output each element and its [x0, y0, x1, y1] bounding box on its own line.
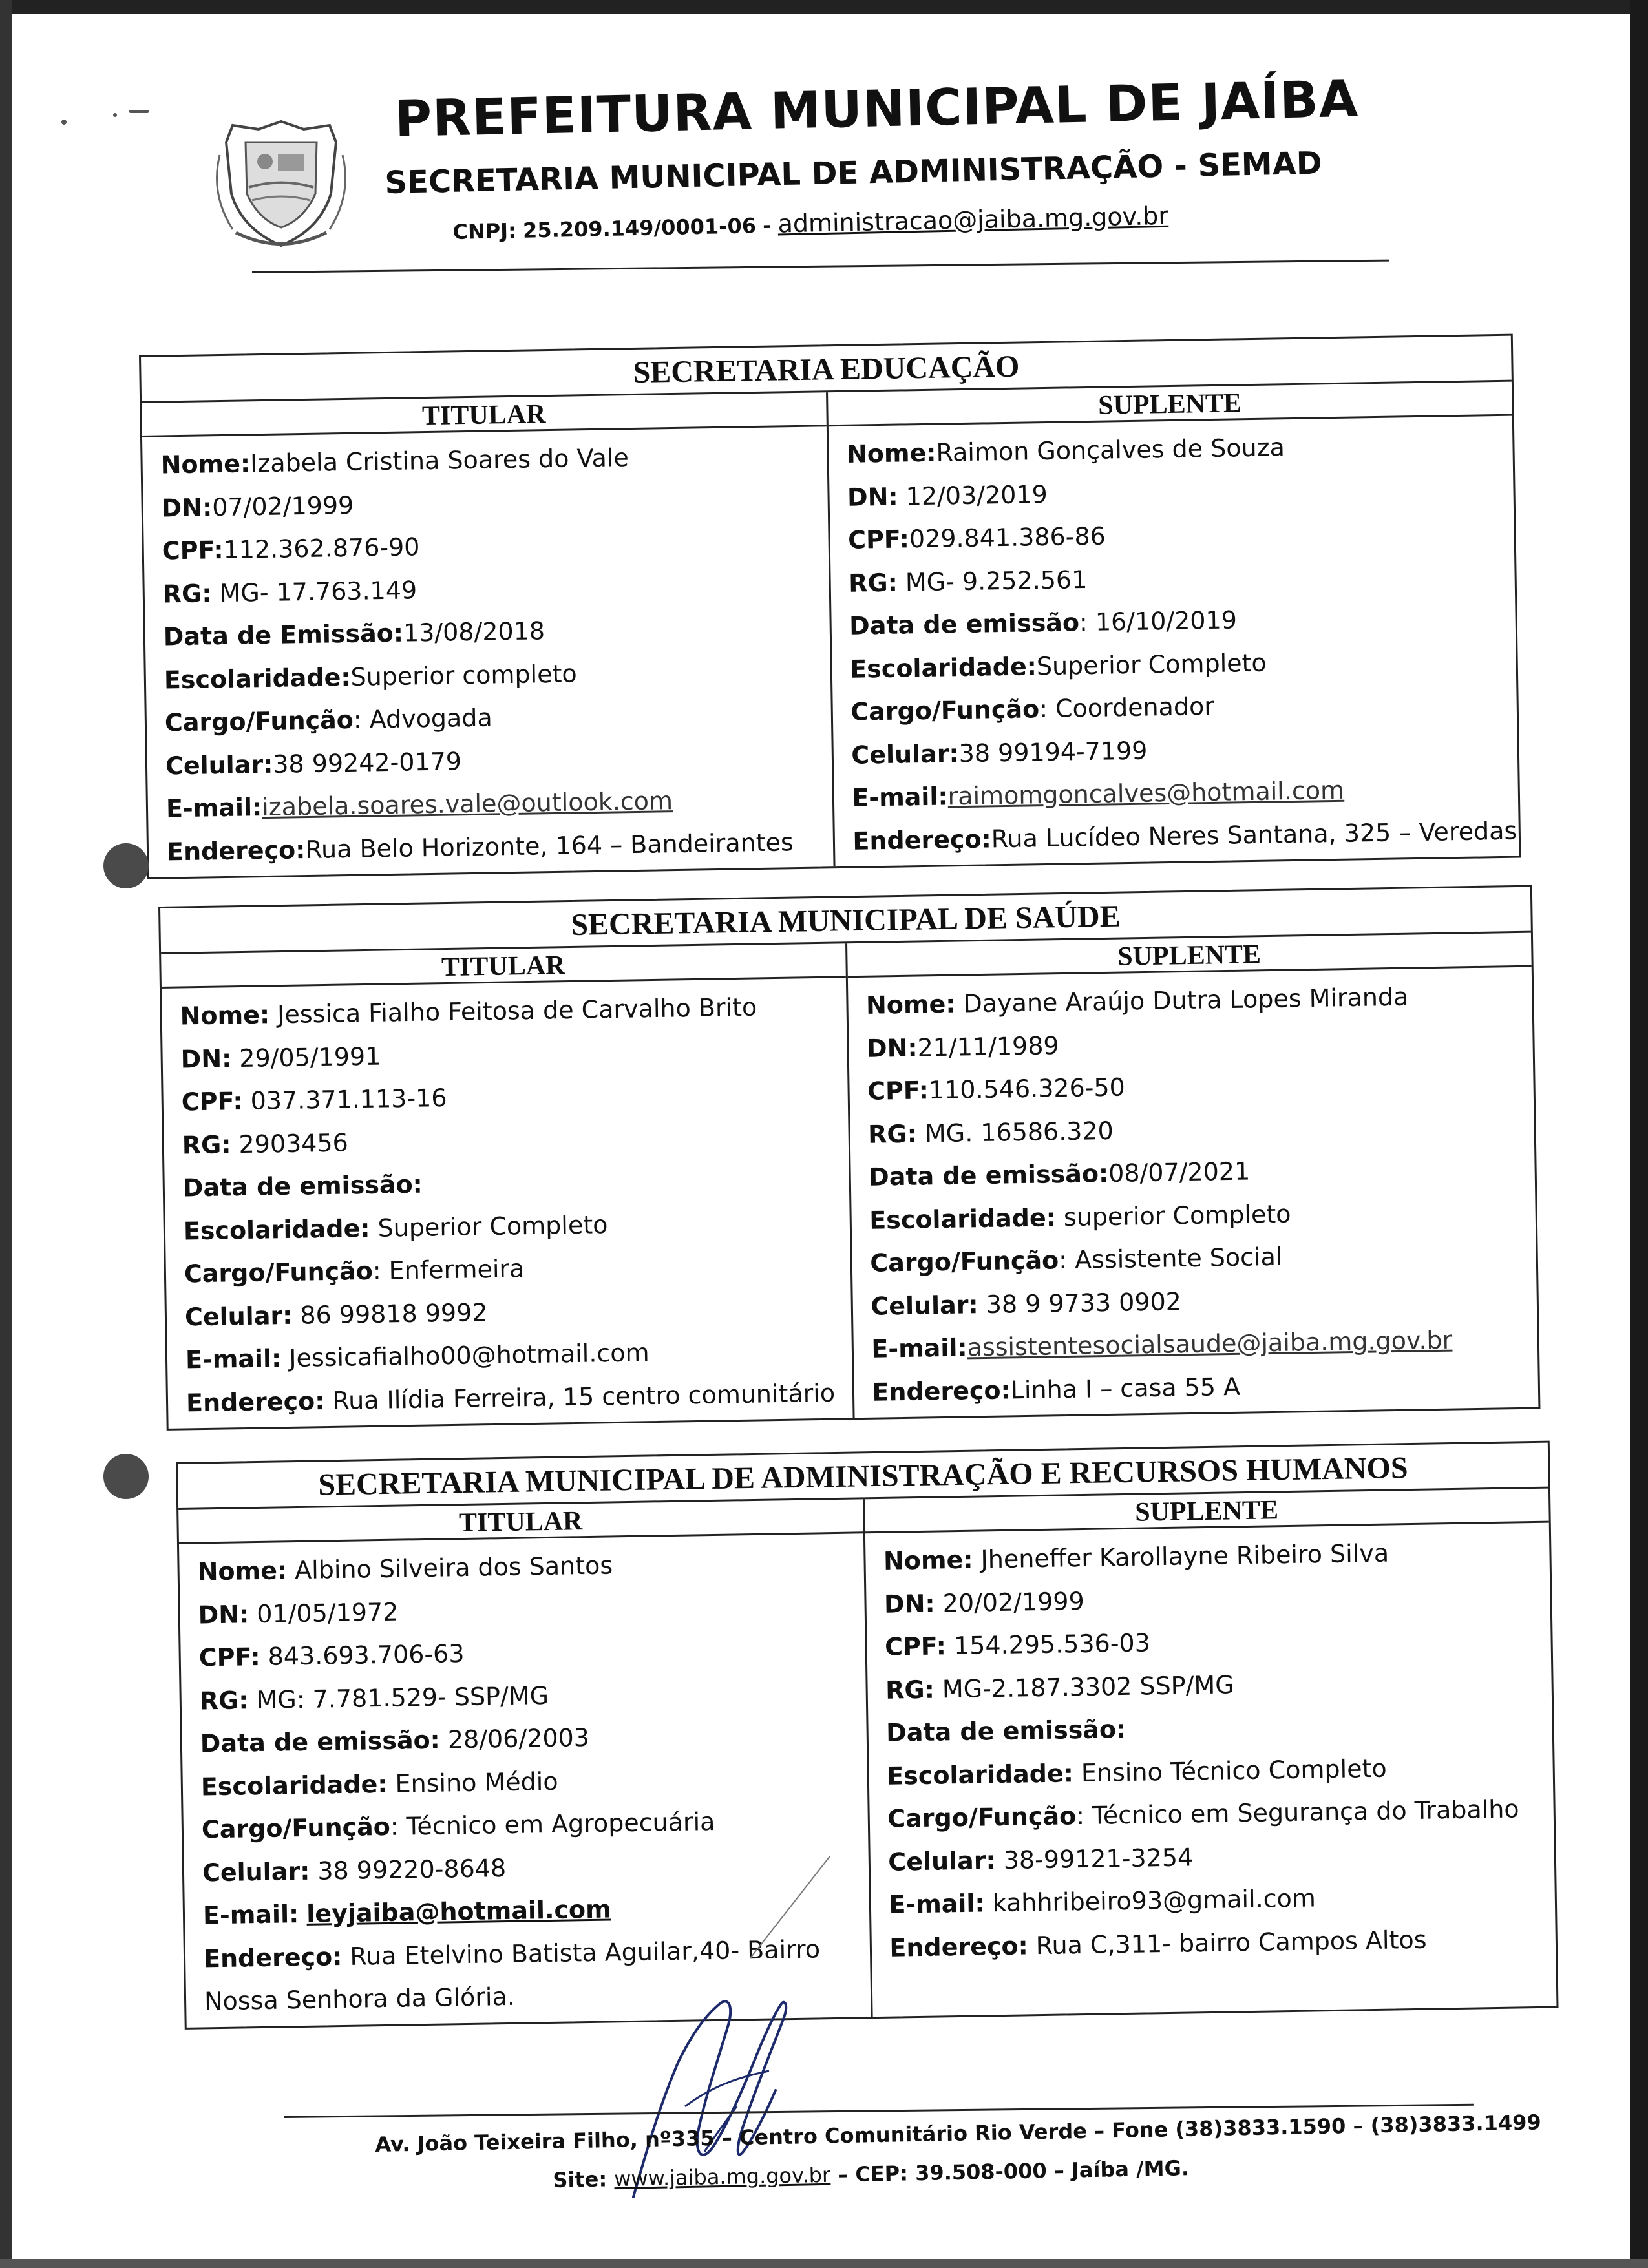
- field-label: Endereço:: [185, 1386, 325, 1417]
- field-label: Escolaridade:: [869, 1202, 1057, 1235]
- field-label: E-mail:: [185, 1344, 282, 1374]
- cnpj-line: [452, 202, 1168, 245]
- field-label: RG:: [162, 578, 212, 608]
- field-value: 28/06/2003: [439, 1723, 590, 1754]
- field-label: Data de emissão:: [200, 1725, 441, 1758]
- field-label: Cargo/Função: [184, 1256, 374, 1288]
- suplente-heading: SUPLENTE: [828, 382, 1512, 427]
- field-label: Nome:: [160, 449, 251, 479]
- field-label: DN:: [161, 492, 213, 522]
- titular-heading: TITULAR: [161, 943, 845, 989]
- field-label: DN:: [866, 1033, 918, 1063]
- suplente-column: [863, 1489, 1557, 2017]
- field-label: CPF:: [181, 1086, 243, 1117]
- field-label: Endereço:: [166, 835, 306, 866]
- field-label: Cargo/Função: [850, 695, 1040, 726]
- field-label: CPF:: [162, 535, 224, 565]
- field-value: : 16/10/2019: [1079, 605, 1238, 637]
- field-label: Escolaridade:: [183, 1213, 370, 1245]
- footer-address: Av. João Teixeira Filho, nº335 – Centro Comunitário Rio Verde – Fone (38)3833.1590 – (38)3833.1499: [375, 2110, 1542, 2157]
- field-label: Endereço:: [889, 1931, 1029, 1962]
- field-value: : Coordenador: [1039, 691, 1215, 724]
- field-label: RG:: [199, 1685, 249, 1715]
- field-value: 29/05/1991: [231, 1042, 381, 1073]
- field-label: Cargo/Função: [201, 1812, 391, 1844]
- punch-hole: [103, 843, 149, 888]
- field-value: Raimon Gonçalves de Souza: [936, 433, 1285, 467]
- field-label: Celular:: [202, 1856, 310, 1887]
- scan-speck: [113, 113, 117, 117]
- cnpj-label: CNPJ:: [452, 218, 517, 244]
- email-link[interactable]: kahhribeiro93@gmail.com: [984, 1884, 1316, 1918]
- field-label: Escolaridade:: [849, 651, 1037, 684]
- field-value: Rua Ilídia Ferreira, 15 centro comunitário: [324, 1378, 836, 1415]
- suplente-heading: SUPLENTE: [865, 1489, 1549, 1534]
- field-value: 12/03/2019: [898, 479, 1048, 511]
- field-value: 21/11/1989: [917, 1031, 1059, 1062]
- field-value: : Técnico em Agropecuária: [390, 1807, 715, 1841]
- field-label: RG:: [848, 568, 898, 598]
- cnpj-separator: -: [762, 213, 772, 238]
- suplente-column: [845, 933, 1539, 1418]
- field-label: Cargo/Função: [869, 1246, 1059, 1277]
- section-educacao: [139, 334, 1521, 879]
- field-value: Dayane Araújo Dutra Lopes Miranda: [955, 982, 1409, 1018]
- field-label: DN:: [847, 482, 898, 512]
- field-value: Izabela Cristina Soares do Vale: [249, 443, 629, 478]
- field-value: MG: 7.781.529- SSP/MG: [248, 1681, 549, 1714]
- field-label: E-mail:: [889, 1889, 985, 1919]
- field-value: 13/08/2018: [403, 616, 545, 647]
- field-value: 112.362.876-90: [223, 532, 420, 564]
- field-value: 08/07/2021: [1108, 1157, 1251, 1188]
- email-link[interactable]: assistentesocialsaude@jaiba.mg.gov.br: [967, 1325, 1453, 1362]
- field-label: DN:: [883, 1589, 935, 1619]
- field-label: Celular:: [165, 750, 273, 780]
- field-value: 2903456: [231, 1128, 349, 1159]
- field-label: Celular:: [888, 1845, 997, 1876]
- field-value: 07/02/1999: [211, 490, 354, 521]
- suplente-heading: SUPLENTE: [847, 933, 1532, 978]
- email-link[interactable]: leyjaiba@hotmail.com: [306, 1895, 611, 1928]
- field-value: : Técnico em Segurança do Trabalho: [1075, 1794, 1519, 1831]
- field-value: Ensino Médio: [387, 1767, 558, 1798]
- email-link[interactable]: Jessicafialho00@hotmail.com: [280, 1338, 650, 1373]
- field-value: 029.841.386-86: [909, 521, 1106, 554]
- titular-heading: TITULAR: [178, 1499, 863, 1544]
- field-value: Jessica Fialho Feitosa de Carvalho Brito: [269, 992, 757, 1029]
- field-label: Nome:: [846, 438, 936, 468]
- scan-speck: [129, 110, 149, 113]
- field-value: Jheneffer Karollayne Ribeiro Silva: [973, 1538, 1389, 1574]
- field-label: Nome:: [883, 1545, 973, 1575]
- field-label: Nome:: [197, 1556, 288, 1586]
- field-label: Data de emissão:: [885, 1714, 1126, 1747]
- section-title: SECRETARIA MUNICIPAL DE ADMINISTRAÇÃO E RECURSOS HUMANOS: [178, 1443, 1548, 1510]
- field-value: superior Completo: [1055, 1199, 1291, 1232]
- field-value: 037.371.113-16: [242, 1084, 447, 1115]
- field-value: : Advogada: [353, 703, 493, 734]
- field-value: 843.693.706-63: [260, 1639, 465, 1671]
- field-endereco-continuation: Nossa Senhora da Glória.: [204, 1982, 516, 2016]
- suplente-column: [826, 382, 1519, 867]
- field-label: Data de emissão:: [868, 1159, 1109, 1192]
- field-value: MG- 9.252.561: [897, 565, 1088, 597]
- document-subtitle: SECRETARIA MUNICIPAL DE ADMINISTRAÇÃO - SEMAD: [385, 145, 1323, 201]
- field-value: : Enfermeira: [372, 1254, 525, 1285]
- footer-cep: – CEP: 39.508-000 – Jaíba /MG.: [830, 2156, 1190, 2187]
- field-label: Escolaridade:: [886, 1758, 1074, 1790]
- field-label: RG:: [867, 1119, 918, 1149]
- field-label: E-mail:: [202, 1900, 299, 1930]
- field-label: CPF:: [847, 525, 910, 554]
- punch-hole: [103, 1454, 149, 1499]
- scan-border-left: [0, 0, 12, 2268]
- field-label: Endereço:: [852, 824, 992, 856]
- section-title: SECRETARIA MUNICIPAL DE SAÚDE: [160, 887, 1531, 954]
- field-label: Cargo/Função: [887, 1801, 1077, 1833]
- field-label: RG:: [885, 1675, 935, 1705]
- titular-heading: TITULAR: [142, 392, 826, 437]
- field-value: 154.295.536-03: [945, 1628, 1151, 1661]
- field-value: 38 99194-7199: [958, 736, 1148, 768]
- field-label: DN:: [198, 1599, 249, 1629]
- field-label: Endereço:: [872, 1375, 1011, 1407]
- field-value: Superior Completo: [1036, 648, 1267, 680]
- footer-site-label: Site:: [553, 2167, 607, 2192]
- scan-border-bottom: [0, 2259, 1648, 2268]
- field-value: MG- 17.763.149: [211, 575, 417, 607]
- field-value: Rua C,311- bairro Campos Altos: [1028, 1925, 1427, 1960]
- section-title: SECRETARIA EDUCAÇÃO: [141, 336, 1512, 403]
- field-label: Nome:: [180, 1000, 270, 1031]
- field-label: Escolaridade:: [200, 1769, 388, 1801]
- field-value: 20/02/1999: [935, 1586, 1085, 1618]
- field-value: 38 99242-0179: [272, 746, 462, 779]
- field-value: Superior Completo: [370, 1210, 608, 1243]
- email-link[interactable]: izabela.soares.vale@outlook.com: [261, 786, 673, 822]
- field-label: Cargo/Função: [164, 705, 354, 737]
- field-value: Superior completo: [350, 658, 578, 691]
- field-label: Celular:: [184, 1301, 293, 1331]
- email-link[interactable]: raimomgoncalves@hotmail.com: [947, 775, 1345, 811]
- field-value: 38-99121-3254: [995, 1842, 1194, 1874]
- scan-border-top: [0, 0, 1648, 14]
- field-label: Data de Emissão:: [163, 618, 404, 651]
- field-value: MG. 16586.320: [916, 1116, 1114, 1148]
- field-value: Rua Belo Horizonte, 164 – Bandeirantes: [305, 827, 794, 864]
- field-label: E-mail:: [871, 1333, 967, 1363]
- field-label: CPF:: [198, 1642, 260, 1672]
- municipal-coat-of-arms-icon: [207, 116, 355, 252]
- header-email-link[interactable]: administracao@jaiba.mg.gov.br: [777, 201, 1169, 238]
- section-saude: [158, 885, 1540, 1431]
- field-value: 01/05/1972: [248, 1597, 399, 1628]
- titular-column: [161, 943, 852, 1429]
- field-label: RG:: [182, 1129, 231, 1159]
- document-title: PREFEITURA MUNICIPAL DE JAÍBA: [394, 70, 1359, 149]
- field-value: 110.546.326-50: [928, 1073, 1126, 1105]
- scan-border-right: [1630, 0, 1648, 2268]
- field-label: Celular:: [851, 739, 960, 770]
- titular-column: [142, 392, 833, 877]
- field-value: 86 99818 9992: [291, 1297, 488, 1330]
- field-value: Rua Lucídeo Neres Santana, 325 – Veredas: [991, 816, 1517, 853]
- field-value: Ensino Técnico Completo: [1073, 1754, 1388, 1787]
- field-label: CPF:: [867, 1076, 929, 1106]
- field-label: Celular:: [871, 1290, 979, 1321]
- field-value: 38 9 9733 0902: [978, 1286, 1182, 1319]
- field-value: Rua Etelvino Batista Aguilar,40- Bairro: [342, 1934, 821, 1971]
- footer-site-link[interactable]: www.jaiba.mg.gov.br: [613, 2162, 831, 2192]
- field-value: : Assistente Social: [1058, 1242, 1283, 1275]
- field-label: E-mail:: [852, 782, 948, 812]
- scan-speck: [61, 120, 67, 125]
- field-value: MG-2.187.3302 SSP/MG: [934, 1670, 1234, 1704]
- field-label: E-mail:: [165, 793, 262, 823]
- cnpj-value: 25.209.149/0001-06: [522, 213, 757, 243]
- field-label: CPF:: [884, 1632, 947, 1661]
- field-label: Nome:: [865, 989, 956, 1020]
- field-label: Data de emissão: [849, 608, 1080, 640]
- field-label: Data de emissão:: [182, 1170, 423, 1202]
- field-value: Albino Silveira dos Santos: [286, 1551, 613, 1585]
- field-value: Linha I – casa 55 A: [1010, 1372, 1241, 1404]
- field-label: Escolaridade:: [164, 662, 351, 694]
- field-label: Endereço:: [203, 1942, 343, 1973]
- header-divider: [252, 260, 1389, 273]
- field-label: DN:: [180, 1044, 232, 1073]
- field-value: 38 99220-8648: [309, 1853, 507, 1885]
